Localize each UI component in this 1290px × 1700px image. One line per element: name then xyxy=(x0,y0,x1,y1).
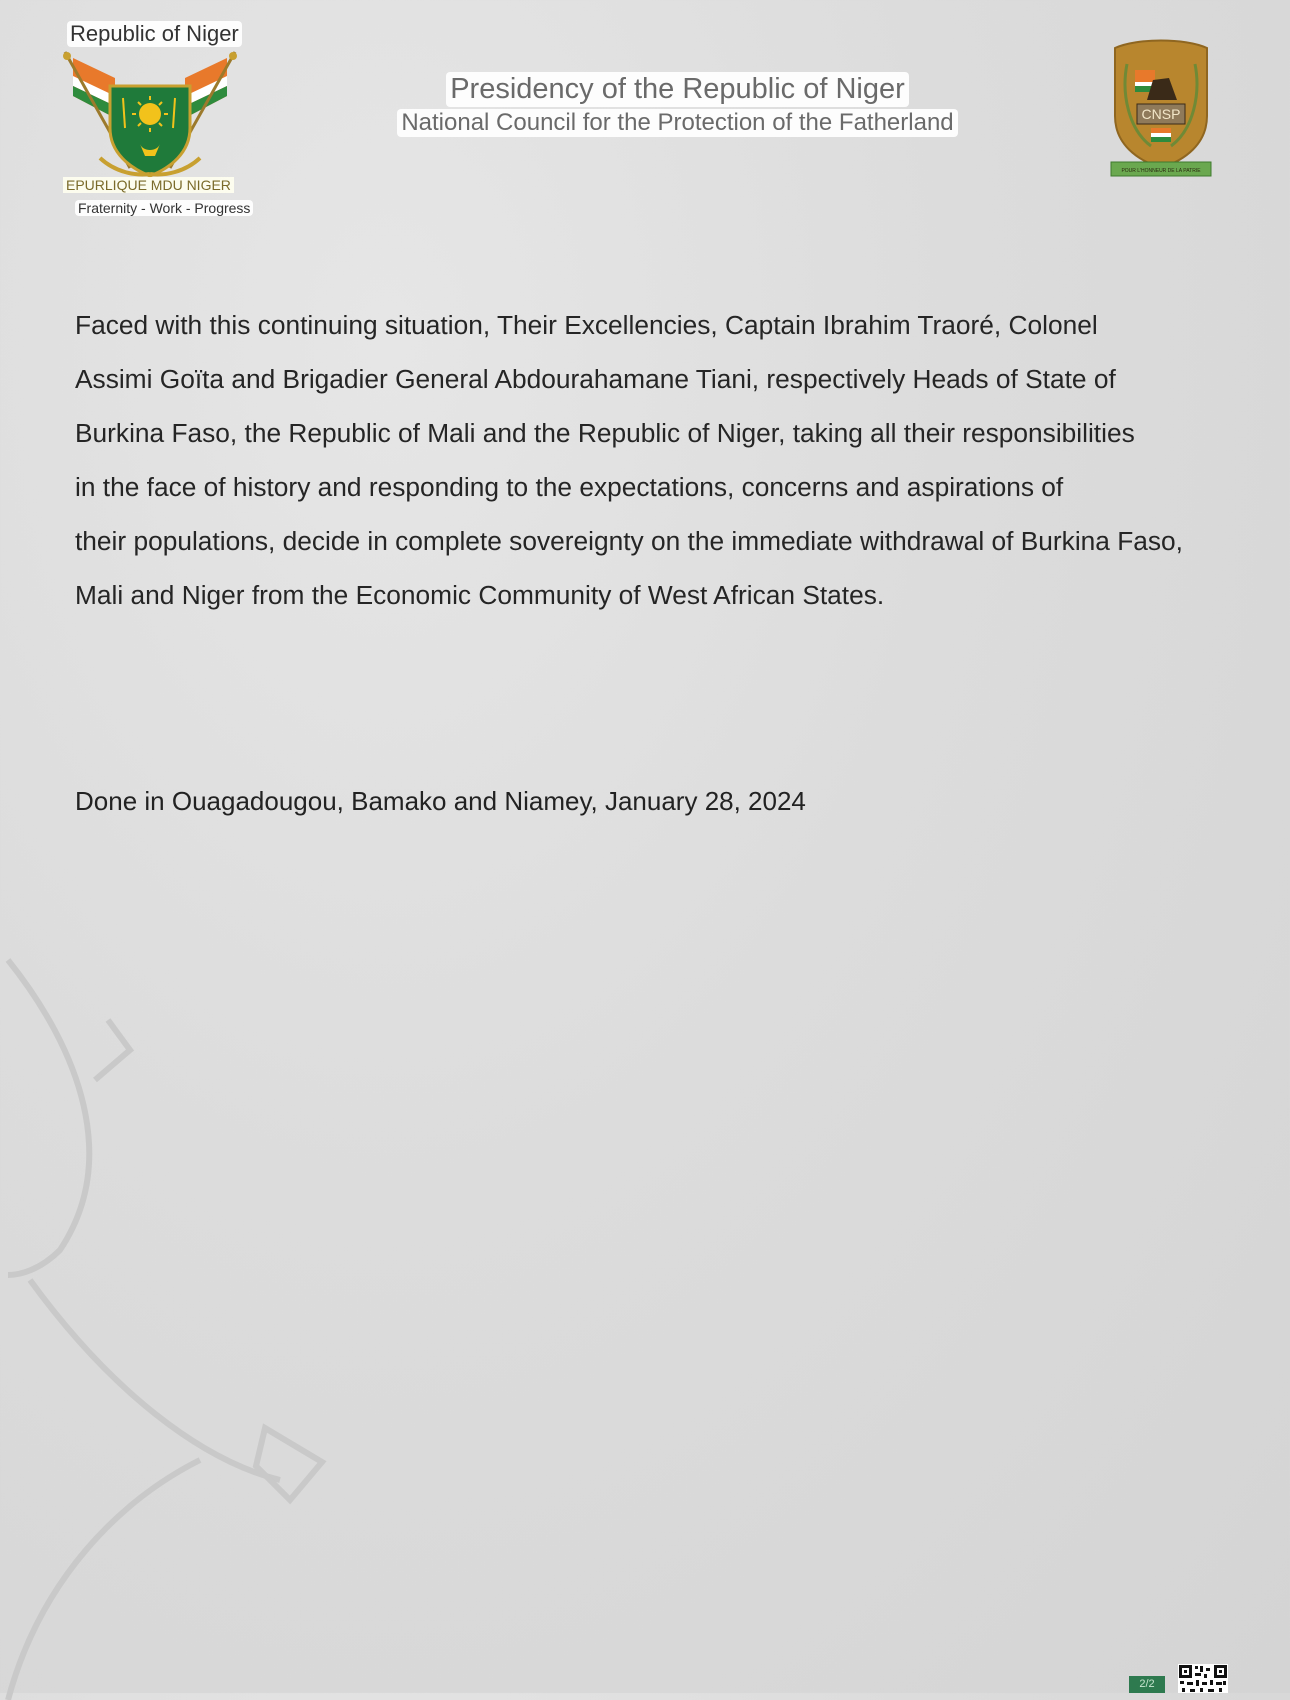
badge-ribbon-text: POUR L'HONNEUR DE LA PATRIE xyxy=(1121,168,1201,174)
emblem-band-text: EPURLIQUE MDU NIGER xyxy=(63,177,234,193)
page-title: Presidency of the Republic of Niger xyxy=(446,72,909,107)
body-line: Burkina Faso, the Republic of Mali and the Republic of Niger, taking all their responsibilities xyxy=(75,418,1135,448)
page-subtitle: National Council for the Protection of the Fatherland xyxy=(397,109,957,137)
national-motto: Fraternity - Work - Progress xyxy=(75,200,253,216)
body-line: their populations, decide in complete sovereignty on the immediate withdrawal of Burkina Faso, xyxy=(75,526,1183,556)
body-line: in the face of history and responding to the expectations, concerns and aspirations of xyxy=(75,472,1064,502)
country-label: Republic of Niger xyxy=(67,21,242,47)
closing-date-line: Done in Ouagadougou, Bamako and Niamey, January 28, 2024 xyxy=(75,786,806,816)
badge-acronym: CNSP xyxy=(1141,106,1181,122)
letterhead-title-block xyxy=(0,72,1290,137)
background-ornament xyxy=(0,940,340,1700)
communique-body xyxy=(75,298,1217,622)
cnsp-badge-icon xyxy=(1107,34,1215,184)
body-line: Faced with this continuing situation, Their Excellencies, Captain Ibrahim Traoré, Colonel xyxy=(75,310,1098,340)
body-line: Assimi Goïta and Brigadier General Abdourahamane Tiani, respectively Heads of State of xyxy=(75,364,1116,394)
qr-code-icon xyxy=(1178,1664,1228,1693)
body-line: Mali and Niger from the Economic Community of West African States. xyxy=(75,580,885,610)
page-indicator: 2/2 xyxy=(1129,1676,1165,1693)
